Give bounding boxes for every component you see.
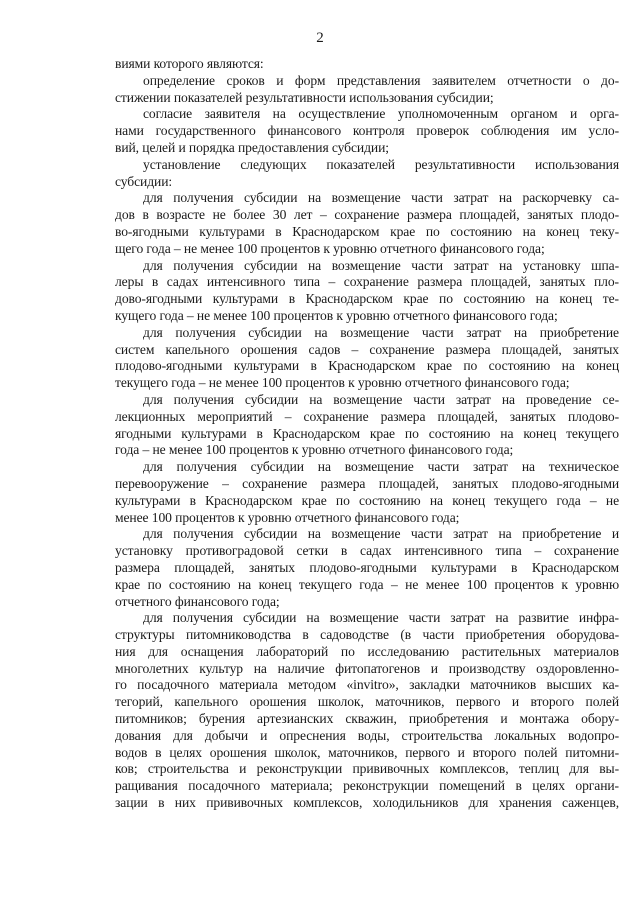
text-line: установку противоградовой сетки в садах интенсивного типа – сохранение [115, 543, 619, 559]
text-line: вий, целей и порядка предоставления субсидии; [115, 139, 389, 155]
page-number: 2 [316, 30, 324, 46]
text-line: текущего года – не менее 100 процентов к уровню отчетного финансового года; [115, 375, 570, 391]
text-line: определение сроков и форм представления заявителем отчетности о до- [143, 72, 619, 88]
text-line: для получения субсидии на возмещение части затрат на приобретение и [143, 526, 619, 542]
text-line: плодово-ягодными культурами в Краснодарском крае по состоянию на конец [115, 358, 619, 374]
text-line: систем капельного орошения садов – сохранение размера площадей, занятых [115, 341, 619, 357]
text-line: дов в возрасте не более 30 лет – сохранение размера площадей, занятых плодо- [115, 207, 619, 223]
text-line: нами государственного финансового контроля проверок соблюдения им усло- [115, 123, 619, 139]
text-line: зации в них прививочных комплексов, холодильников для хранения саженцев, [115, 795, 619, 811]
text-line: ягодными культурами в Краснодарском крае по состоянию на конец текущего [115, 425, 619, 441]
text-line: ращивания посадочного материала; реконструкции помещений в целях органи- [115, 778, 619, 794]
text-line: установление следующих показателей результативности использования [143, 156, 619, 172]
text-line: ния для оснащения лабораторий по исследованию растительных материалов [115, 643, 619, 659]
text-line: го посадочного материала методом «invitro», закладки маточников высших ка- [115, 677, 619, 693]
text-line: питомников; бурения артезианских скважин, приобретения и монтажа обору- [115, 711, 619, 727]
text-line: виями которого являются: [115, 56, 264, 71]
text-line: культурами в Краснодарском крае по состоянию на конец текущего года – не [115, 492, 619, 508]
text-line: лекционных мероприятий – сохранение размера площадей, занятых плодово- [115, 408, 619, 424]
text-line: дово-ягодными культурами в Краснодарском крае по состоянию на конец те- [115, 291, 619, 307]
text-line: ков; строительства и реконструкции прививочных комплексов, теплиц для вы- [115, 761, 619, 777]
text-line: отчетного финансового года; [115, 593, 280, 609]
text-line: для получения субсидии на возмещение части затрат на техническое [143, 459, 619, 475]
text-line: перевооружение – сохранение размера площадей, занятых плодово-ягодными [115, 475, 619, 491]
text-line: менее 100 процентов к уровню отчетного финансового года; [115, 509, 460, 525]
text-line: для получения субсидии на возмещение части затрат на установку шпа- [143, 257, 619, 273]
text-line: согласие заявителя на осуществление уполномоченным органом и орга- [143, 106, 619, 122]
text-line: субсидии: [115, 173, 173, 189]
text-line: стижении показателей результативности использования субсидии; [115, 89, 494, 105]
text-line: для получения субсидии на возмещение части затрат на проведение се- [143, 391, 619, 407]
text-line: для получения субсидии на возмещение части затрат на приобретение [143, 324, 619, 340]
text-line: леры в садах интенсивного типа – сохранение размера площадей, занятых пло- [115, 274, 619, 290]
text-line: многолетних культур на наличие фитопатогенов и производству оздоровленно- [115, 660, 619, 676]
text-line: структуры питомниководства в садоводстве (в части приобретения оборудова- [115, 627, 619, 643]
text-line: года – не менее 100 процентов к уровню отчетного финансового года; [115, 442, 514, 458]
text-line: во-ягодными культурами в Краснодарском крае по состоянию на конец теку- [115, 223, 619, 239]
text-line: для получения субсидии на возмещение части затрат на раскорчевку са- [143, 190, 619, 206]
text-line: крае по состоянию на конец текущего года – не менее 100 процентов к уровню [115, 576, 619, 592]
text-line: дования для добычи и опреснения воды, строительства локальных водопро- [115, 727, 619, 743]
text-line: для получения субсидии на возмещение части затрат на развитие инфра- [143, 610, 619, 626]
text-line: щего года – не менее 100 процентов к уровню отчетного финансового года; [115, 240, 545, 256]
text-line: водов в целях орошения школок, маточников, первого и второго полей питомни- [115, 744, 619, 760]
text-line: тегорий, капельного орошения школок, маточников, первого и второго полей [115, 694, 619, 710]
text-line: кущего года – не менее 100 процентов к уровню отчетного финансового года; [115, 307, 558, 323]
document-body [115, 56, 619, 812]
text-line: размера площадей, занятых плодово-ягодными культурами в Краснодарском [115, 559, 619, 575]
